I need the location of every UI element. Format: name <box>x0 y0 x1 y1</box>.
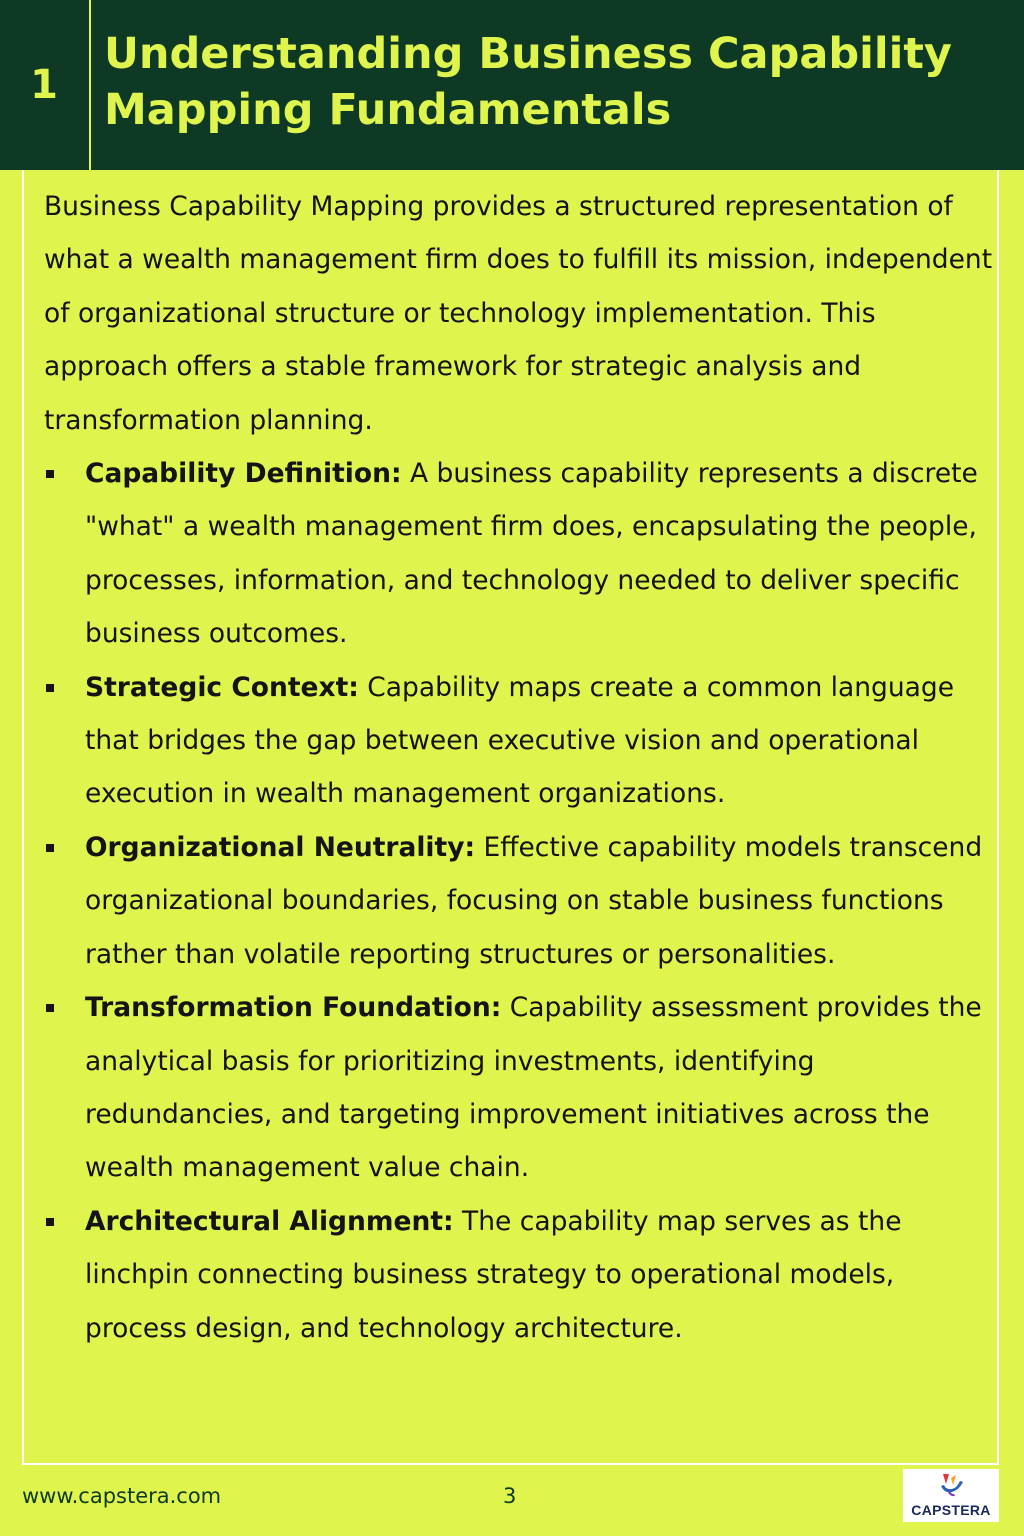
page-number: 3 <box>503 1484 517 1508</box>
bullet-term: Strategic Context: <box>85 671 359 703</box>
section-number: 1 <box>30 62 58 108</box>
list-item <box>44 981 994 1195</box>
capstera-logo <box>903 1469 999 1522</box>
bullet-term: Transformation Foundation: <box>85 992 502 1024</box>
logo-mark-icon <box>939 1472 965 1500</box>
logo-wordmark: CAPSTERA <box>911 1502 991 1518</box>
header-divider <box>89 0 91 170</box>
list-item <box>44 447 994 661</box>
bullet-text: The capability map serves as the linchpin connecting business strategy to operational models, process design, and technology architecture. <box>85 1205 902 1344</box>
square-bullet-icon <box>46 684 54 692</box>
bullet-term: Architectural Alignment: <box>85 1205 454 1237</box>
list-item <box>44 821 994 981</box>
square-bullet-icon <box>46 470 54 478</box>
square-bullet-icon <box>46 1218 54 1226</box>
page-title: Understanding Business Capability Mapping Fundamentals <box>104 29 952 135</box>
bullet-text: A business capability represents a discrete "what" a wealth management firm does, encapsulating the people, processes, information, and technology needed to deliver specific business outcomes. <box>85 458 978 650</box>
bullet-text: Capability maps create a common language that bridges the gap between executive vision and operational execution in wealth management organizations. <box>85 671 955 810</box>
bullet-text: Capability assessment provides the analytical basis for prioritizing investments, identifying redundancies, and targeting improvement initiatives across the wealth management value chain. <box>85 992 982 1184</box>
bullet-term: Capability Definition: <box>85 458 402 490</box>
square-bullet-icon <box>46 1004 54 1012</box>
bullet-text: Effective capability models transcend organizational boundaries, focusing on stable business functions rather than volatile reporting structures or personalities. <box>85 831 983 970</box>
bullet-list <box>44 447 994 1355</box>
website-link[interactable]: www.capstera.com <box>22 1484 222 1508</box>
intro-paragraph: Business Capability Mapping provides a structured representation of what a wealth management firm does to fulfill its mission, independent of organizational structure or technology implementation. This approach offers a stable framework for strategic analysis and transformation planning. <box>44 191 993 436</box>
bullet-term: Organizational Neutrality: <box>85 831 476 863</box>
list-item <box>44 1195 994 1355</box>
square-bullet-icon <box>46 844 54 852</box>
page-header <box>0 0 1024 170</box>
content-body <box>44 180 994 1355</box>
list-item <box>44 661 994 821</box>
